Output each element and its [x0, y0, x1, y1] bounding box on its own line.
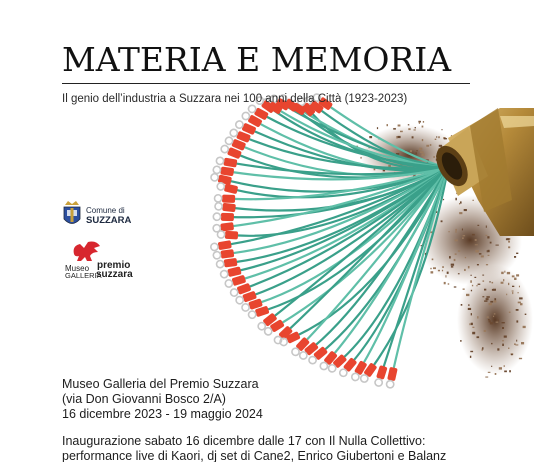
shaving-speck	[514, 256, 516, 258]
shaving-speck	[502, 327, 504, 329]
shaving-speck	[472, 234, 475, 236]
shaving-speck	[478, 284, 481, 285]
shaving-speck	[472, 332, 475, 335]
shaving-speck	[514, 278, 516, 280]
shaving-speck	[444, 138, 447, 139]
shaving-speck	[451, 266, 453, 268]
shaving-speck	[475, 250, 478, 251]
shaving-speck	[485, 377, 488, 378]
shaving-speck	[506, 238, 509, 240]
shaving-speck	[462, 237, 464, 239]
opening-line-2: performance live di Kaori, dj set di Cane2, Enrico Giubertoni e Balanz	[62, 449, 447, 462]
shaving-speck	[477, 336, 480, 338]
shaving-speck	[477, 225, 479, 226]
shaving-speck	[498, 319, 499, 321]
shaving-speck	[441, 129, 442, 130]
shaving-speck	[494, 313, 496, 314]
shaving-speck	[486, 298, 489, 300]
shaving-speck	[455, 198, 457, 201]
shaving-speck	[463, 235, 466, 236]
shaving-speck	[486, 296, 489, 298]
museo-galleria-premio-suzzara-logo	[62, 240, 142, 282]
shaving-speck	[482, 296, 484, 297]
shaving-speck	[432, 259, 434, 261]
shaving-speck	[485, 235, 487, 236]
shaving-speck	[501, 282, 504, 284]
shaving-speck	[393, 128, 396, 130]
shaving-speck	[414, 129, 416, 130]
shaving-speck	[465, 257, 466, 258]
shaving-speck	[491, 343, 492, 344]
shaving-speck	[487, 317, 489, 318]
red-terminal	[215, 202, 236, 212]
shaving-speck	[490, 242, 492, 244]
winged-lion-icon	[70, 240, 104, 262]
shaving-speck	[499, 367, 502, 369]
shaving-speck	[463, 289, 465, 290]
shaving-speck	[360, 157, 361, 159]
shaving-speck	[501, 272, 504, 274]
shaving-speck	[468, 308, 471, 310]
shaving-speck	[455, 231, 456, 233]
shaving-speck	[387, 124, 389, 126]
shaving-speck	[487, 236, 489, 238]
shaving-speck	[438, 136, 440, 138]
shaving-speck	[477, 264, 479, 265]
shaving-speck	[475, 239, 477, 241]
shaving-speck	[470, 356, 471, 358]
shaving-speck	[502, 322, 505, 323]
shaving-speck	[430, 268, 431, 270]
shaving-speck	[484, 289, 486, 291]
shaving-speck	[516, 320, 518, 322]
shaving-speck	[459, 203, 460, 204]
terminal-sleeve	[223, 158, 237, 168]
shaving-speck	[430, 144, 432, 146]
premio-label: premio	[97, 260, 131, 271]
shaving-speck	[454, 286, 457, 287]
terminal-sleeve	[224, 183, 238, 194]
shaving-speck	[417, 150, 418, 151]
title-divider	[62, 83, 470, 84]
crest-icon	[62, 199, 82, 229]
shaving-speck	[377, 127, 378, 129]
shaving-speck	[472, 285, 473, 287]
comune-label: Comune di	[86, 206, 125, 215]
terminal-sleeve	[221, 213, 234, 221]
terminal-sleeve	[220, 166, 234, 176]
shaving-speck	[433, 156, 434, 158]
shaving-speck	[412, 136, 414, 138]
shaving-speck	[508, 246, 510, 248]
shaving-speck	[477, 316, 478, 318]
shaving-speck	[494, 300, 497, 302]
shaving-speck	[523, 326, 526, 328]
shaving-speck	[433, 267, 436, 269]
shaving-speck	[458, 273, 460, 274]
comune-di-suzzara-logo	[62, 199, 146, 231]
shaving-speck	[398, 150, 400, 152]
shaving-speck	[398, 136, 401, 138]
shaving-speck	[511, 354, 513, 355]
shaving-speck	[438, 270, 440, 272]
shaving-speck	[516, 309, 519, 311]
shaving-speck	[419, 122, 420, 124]
shaving-speck	[492, 282, 494, 284]
terminal-sleeve	[224, 258, 238, 268]
terminal-ring	[216, 157, 224, 165]
shaving-speck	[369, 136, 372, 138]
shaving-speck	[471, 275, 472, 276]
red-terminal	[213, 213, 234, 222]
shaving-speck	[454, 259, 456, 261]
venue-name: Museo Galleria del Premio Suzzara	[62, 377, 259, 391]
shaving-speck	[504, 271, 505, 273]
shaving-speck	[479, 253, 482, 255]
shaving-speck	[504, 336, 507, 338]
shaving-speck	[464, 209, 467, 211]
shaving-speck	[512, 291, 514, 292]
shaving-speck	[464, 269, 466, 271]
museo-label: Museo	[65, 264, 90, 273]
shaving-speck	[508, 283, 509, 285]
shaving-speck	[518, 302, 521, 304]
shaving-speck	[447, 272, 449, 274]
shaving-speck	[520, 303, 523, 305]
shaving-speck	[471, 313, 472, 315]
shaving-speck	[400, 131, 403, 133]
shaving-speck	[496, 245, 499, 246]
shaving-speck	[473, 200, 474, 201]
shaving-speck	[443, 199, 444, 200]
shaving-speck	[508, 241, 510, 243]
shaving-speck	[471, 290, 472, 292]
shaving-speck	[519, 358, 522, 359]
shaving-speck	[512, 286, 514, 287]
red-terminal	[216, 156, 238, 167]
shaving-speck	[444, 282, 446, 284]
shaving-speck	[460, 340, 462, 342]
shaving-speck	[470, 351, 473, 352]
shaving-speck	[455, 229, 457, 231]
shaving-speck	[481, 255, 484, 257]
terminal-ring	[213, 166, 221, 174]
shaving-speck	[442, 266, 444, 268]
exhibition-dates: 16 dicembre 2023 - 19 maggio 2024	[62, 407, 263, 421]
shaving-speck	[488, 250, 490, 252]
shaving-speck	[515, 344, 518, 345]
terminal-sleeve	[218, 240, 232, 250]
shaving-speck	[466, 294, 469, 296]
shaving-speck	[471, 323, 473, 325]
terminal-ring	[210, 173, 219, 182]
terminal-sleeve	[232, 275, 247, 286]
shaving-speck	[502, 344, 504, 346]
shaving-speck	[468, 266, 470, 268]
shaving-speck	[525, 314, 527, 315]
shaving-speck	[476, 285, 477, 286]
shaving-speck	[482, 275, 484, 276]
shaving-speck	[472, 327, 474, 328]
shaving-speck	[475, 244, 478, 245]
shaving-speck	[504, 365, 505, 367]
shaving-speck	[516, 274, 519, 276]
shaving-speck	[488, 255, 490, 256]
shaving-speck	[516, 340, 517, 342]
shaving-speck	[419, 148, 422, 151]
terminal-sleeve	[227, 266, 241, 277]
shaving-speck	[422, 126, 424, 128]
shaving-speck	[426, 145, 429, 147]
venue-info	[62, 377, 482, 422]
shaving-speck	[459, 212, 462, 214]
shaving-speck	[449, 231, 450, 232]
shaving-speck	[455, 253, 457, 254]
shaving-speck	[488, 372, 491, 373]
shaving-speck	[490, 301, 493, 303]
shaving-speck	[494, 298, 496, 300]
shaving-speck	[484, 330, 486, 332]
terminal-sleeve	[222, 203, 236, 212]
shaving-speck	[398, 125, 401, 127]
terminal-sleeve	[220, 222, 234, 232]
exhibition-title: MATERIA E MEMORIA	[62, 40, 452, 79]
shaving-speck	[519, 297, 523, 299]
terminal-ring	[217, 231, 225, 239]
shaving-speck	[431, 271, 434, 273]
shaving-speck	[493, 316, 494, 317]
terminal-sleeve	[220, 249, 234, 259]
suzzara-museo-label: suzzara	[96, 269, 133, 280]
shaving-speck	[486, 226, 487, 228]
shaving-speck	[484, 300, 487, 301]
shaving-speck	[439, 145, 442, 147]
shaving-speck	[506, 294, 507, 296]
shaving-speck	[441, 220, 443, 222]
red-terminal	[214, 194, 235, 203]
shaving-speck	[503, 279, 504, 281]
shaving-speck	[488, 319, 490, 320]
red-terminal	[216, 258, 237, 269]
shaving-speck	[455, 239, 458, 241]
shaving-speck	[420, 151, 424, 153]
shaving-speck	[468, 304, 469, 306]
shaving-speck	[521, 342, 524, 344]
terminal-ring	[215, 202, 223, 210]
galleria-label: GALLERIA	[65, 271, 102, 280]
terminal-ring	[213, 213, 220, 220]
terminal-sleeve	[225, 231, 238, 240]
shaving-speck	[470, 280, 472, 283]
terminal-ring	[224, 279, 233, 288]
shaving-speck	[415, 127, 416, 128]
shaving-speck	[508, 348, 509, 350]
shaving-speck	[489, 303, 492, 305]
shaving-speck	[512, 275, 515, 277]
terminal-ring	[220, 270, 229, 279]
shaving-speck	[416, 152, 417, 154]
opening-info	[62, 434, 532, 462]
shaving-speck	[519, 286, 520, 288]
red-terminal	[217, 230, 238, 239]
shaving-speck	[396, 136, 397, 139]
shaving-speck	[512, 292, 513, 294]
shaving-speck	[516, 253, 518, 254]
shaving-speck	[445, 275, 446, 277]
terminal-sleeve	[222, 194, 235, 202]
shaving-speck	[448, 283, 450, 284]
shaving-speck	[491, 366, 492, 367]
shaving-speck	[442, 270, 443, 272]
shaving-speck	[461, 304, 463, 306]
shaving-speck	[509, 370, 511, 372]
shaving-speck	[489, 281, 491, 282]
shaving-speck	[458, 250, 460, 251]
shaving-speck	[462, 229, 463, 231]
shaving-speck	[509, 312, 511, 313]
exhibition-subtitle: Il genio dell’industria a Suzzara nei 100 anni della Città (1923-2023)	[62, 93, 408, 105]
terminal-ring	[213, 251, 221, 259]
shaving-speck	[449, 256, 451, 258]
shaving-speck	[451, 264, 454, 266]
opening-line-1: Inaugurazione sabato 16 dicembre dalle 17 con Il Nulla Collettivo:	[62, 434, 426, 448]
shaving-speck	[483, 280, 485, 281]
shaving-speck	[408, 128, 410, 130]
shaving-speck	[422, 139, 423, 141]
shaving-speck	[460, 201, 462, 203]
shaving-speck	[518, 292, 519, 293]
shaving-speck	[502, 340, 503, 341]
shaving-speck	[496, 322, 499, 323]
terminal-ring	[216, 182, 225, 191]
shaving-speck	[422, 154, 425, 157]
shaving-speck	[410, 150, 412, 152]
shaving-speck	[408, 124, 410, 125]
terminal-ring	[214, 195, 221, 202]
shaving-speck	[491, 323, 492, 325]
shaving-speck	[482, 347, 483, 349]
shaving-speck	[486, 264, 488, 265]
shaving-speck	[474, 277, 476, 278]
shaving-speck	[497, 348, 499, 350]
shaving-speck	[469, 323, 470, 325]
suzzara-label: SUZZARA	[86, 215, 132, 226]
shaving-speck	[495, 373, 497, 375]
terminal-ring	[210, 243, 218, 251]
shaving-speck	[435, 139, 437, 140]
shaving-speck	[507, 272, 510, 274]
shaving-speck	[504, 371, 507, 373]
shaving-speck	[487, 250, 488, 252]
shaving-speck	[492, 289, 496, 291]
venue-address: (via Don Giovanni Bosco 2/A)	[62, 392, 226, 406]
shaving-speck	[423, 121, 424, 123]
terminal-ring	[216, 260, 224, 268]
shaving-speck	[436, 136, 437, 137]
